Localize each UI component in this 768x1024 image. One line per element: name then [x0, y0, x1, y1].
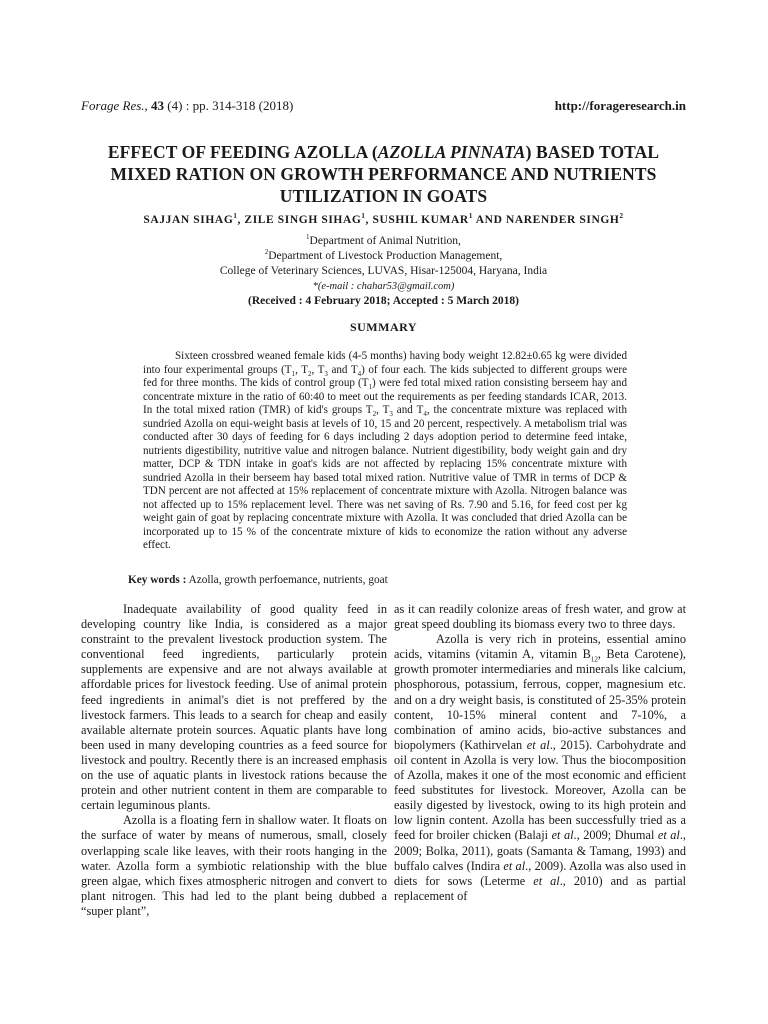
journal-citation — [81, 98, 293, 114]
subscript: 2 — [307, 369, 312, 378]
citation-etal: et al — [551, 828, 574, 843]
keywords-text: Azolla, growth perfoemance, nutrients, goat — [186, 574, 388, 586]
subscript: 12 — [590, 655, 598, 664]
citation-etal: et al — [503, 858, 526, 873]
title-line-1 — [81, 141, 686, 163]
text-run: , T — [376, 404, 390, 416]
subscript: 1 — [291, 369, 296, 378]
text-run: , T — [295, 363, 308, 376]
affil-dept: Department of Livestock Production Management, — [268, 250, 503, 262]
affiliation-2 — [81, 249, 686, 264]
summary-abstract — [143, 350, 627, 553]
subscript: 4 — [357, 369, 362, 378]
subscript: 1 — [368, 383, 373, 392]
title-species: AZOLLA PINNATA — [377, 142, 526, 162]
text-run: ., 2009; Dhumal — [573, 828, 658, 843]
text-run: ., 2015). Carbohydrate and oil content in Azolla is very low. Thus the biocomposition of Azolla, makes it one of the most economic and efficient feed substitutes for livestock. Moreover, Azolla can be easily digested by livestock, owing to its high protein and low lignin content. Azolla has been successfully tried as a feed for broiler chicken (Balaji — [394, 737, 686, 843]
keywords-label: Key words : — [128, 574, 187, 586]
title-line-2: MIXED RATION ON GROWTH PERFORMANCE AND NUTRIENTS — [110, 164, 657, 184]
paper-title — [81, 141, 686, 207]
text-run: and T — [327, 363, 358, 376]
received-accepted-dates: (Received : 4 February 2018; Accepted : 5 March 2018) — [248, 295, 519, 307]
author-affil-marker: 1 — [233, 212, 238, 221]
affiliation-college: College of Veterinary Sciences, LUVAS, Hisar-125004, Haryana, India — [219, 265, 548, 277]
journal-volume: 43 — [151, 98, 165, 113]
citation-etal: et al — [526, 737, 550, 752]
author-name: , ZILE SINGH SIHAG — [237, 214, 362, 226]
keywords — [128, 574, 627, 586]
running-header — [81, 98, 686, 114]
author-affil-marker: 1 — [361, 212, 366, 221]
text-run: ., 2009; Bolka, 2011), goats (Samanta & Tamang, 1993) and buffalo calves (Indira — [394, 828, 687, 873]
journal-url[interactable]: http://forageresearch.in — [554, 98, 686, 113]
body-paragraph: Azolla is a floating fern in shallow water. It floats on the surface of water by means of numerous, small, closely overlapping scale like leaves, with their roots hanging in the water. Azolla form a symbiotic relationship with the blue green algae, which fixes atmospheric nitrogen and convert to plant nitrogen. This had led to the plant being dubbed a “super plant”, — [81, 813, 387, 918]
author-name: , SUSHIL KUMAR — [365, 214, 469, 226]
citation-etal: et al — [657, 828, 680, 843]
body-paragraph: as it can readily colonize areas of fresh water, and grow at great speed doubling its biomass every two to three days. — [394, 602, 686, 632]
author-list — [81, 214, 686, 226]
journal-name: Forage Res., — [81, 98, 148, 113]
body-paragraph — [394, 632, 686, 904]
author-name: AND NARENDER SINGH — [472, 214, 620, 226]
text-run: and T — [392, 404, 424, 416]
affiliation-1 — [81, 234, 686, 249]
citation-etal: et al — [533, 873, 560, 888]
body-paragraph: Inadequate availability of good quality feed in developing country like India, is considered as a major constraint to the prevalent livestock production system. The conventional feed ingredients, particularly protein supplements are expensive and are not always available at affordable prices for livestock feeding. Use of animal protein feed ingredients in animal's diet is not preffered by the livestock farmers. This leads to a search for cheap and easily available alternate protein sources. Aquatic plants have long been used in many developing countries as a feed source for livestock and poultry. Recently there is an increased emphasis on the use of aquatic plants in livestock rations because the protein and other nutrient content in them are comparable to certain leguminous plants. — [81, 602, 387, 813]
author-affil-marker: 2 — [619, 212, 624, 221]
affiliations — [81, 234, 686, 309]
subscript: 2 — [372, 410, 377, 419]
title-part: ) BASED TOTAL — [525, 142, 660, 162]
affil-marker: 1 — [306, 233, 310, 242]
subscript: 4 — [423, 410, 427, 419]
text-run: , the concentrate mixture was replaced with sundried Azolla on equi-weight basis at levels of 10, 15 and 20 percent, respectively. A metabolism trial was conducted after 30 days of feeding for 6 days including 2 days adoption period to determine feed intake, nutrients digestibility, nutritive value and nitrogen balance. Nutrient digestibility, body weight gain and dry matter, DCP & TDN intake in goat's kids are not affected by replacing 15% concentrate mixture with sundried Azolla in their berseem hay based total mixed ration. Nutritive value of TMR in terms of DCP & TDN percent are not affected at 15% replacement of concentrate mixture with Azolla. Nitrogen balance was not affected up to 15% replacement level. There was net saving of Rs. 7.90 and 5.16, for feed cost per kg weight gain of goat by replacing concentrate mixture with Azolla. It was concluded that dried Azolla can be incorporated up to 15 % of the concentrate mixture of kids to economize the ration without any adverse effect. — [143, 404, 628, 551]
journal-issue-pages: (4) : pp. 314-318 (2018) — [167, 98, 294, 113]
title-part: EFFECT OF FEEDING AZOLLA ( — [107, 142, 378, 162]
corresponding-email: *(e-mail : chahar53@gmail.com) — [312, 281, 455, 292]
author-name: SAJJAN SIHAG — [143, 214, 234, 226]
text-run: ) were fed total mixed ration consisting berseem hay and concentrate mixture in the ratio of 60:40 to meet out the requirements as per feeding standards ICAR, 2013. In the total mixed ration (TMR) of kid's groups T — [143, 377, 628, 416]
text-run: , T — [311, 363, 325, 376]
affil-dept: Department of Animal Nutrition, — [309, 235, 461, 247]
text-run: ., 2010) and as partial replacement of — [394, 873, 686, 903]
summary-paragraph — [143, 350, 627, 553]
subscript: 3 — [389, 410, 393, 419]
body-column-right — [394, 602, 686, 904]
title-line-3: UTILIZATION IN GOATS — [279, 186, 488, 206]
text-run: ) of four each. The kids subjected to different groups were fed for three months. The kids of control group (T — [143, 363, 628, 389]
summary-heading: SUMMARY — [349, 320, 418, 334]
affil-marker: 2 — [264, 248, 269, 257]
text-run: ., 2009). Azolla was also used in diets for sows (Leterme — [394, 858, 686, 888]
body-column-left — [81, 602, 387, 919]
subscript: 3 — [324, 369, 328, 378]
text-run: , Beta Carotene), growth promoter intermediaries and minerals like calcium, phosphorous, potassium, ferrous, copper, magnesium etc. and on a dry weight basis, is constituted of 25-35% protein content, 10-15% mineral content and 7-10%, a combination of amino acids, bio-active substances and biopolymers (Kathirvelan — [394, 647, 686, 752]
text-run: Azolla is very rich in proteins, essential amino acids, vitamins (vitamin A, vitamin B — [394, 632, 686, 662]
text-run: Sixteen crossbred weaned female kids (4-5 months) having body weight 12.82±0.65 kg were divided into four experimental groups (T — [143, 350, 627, 376]
author-affil-marker: 1 — [468, 212, 473, 221]
